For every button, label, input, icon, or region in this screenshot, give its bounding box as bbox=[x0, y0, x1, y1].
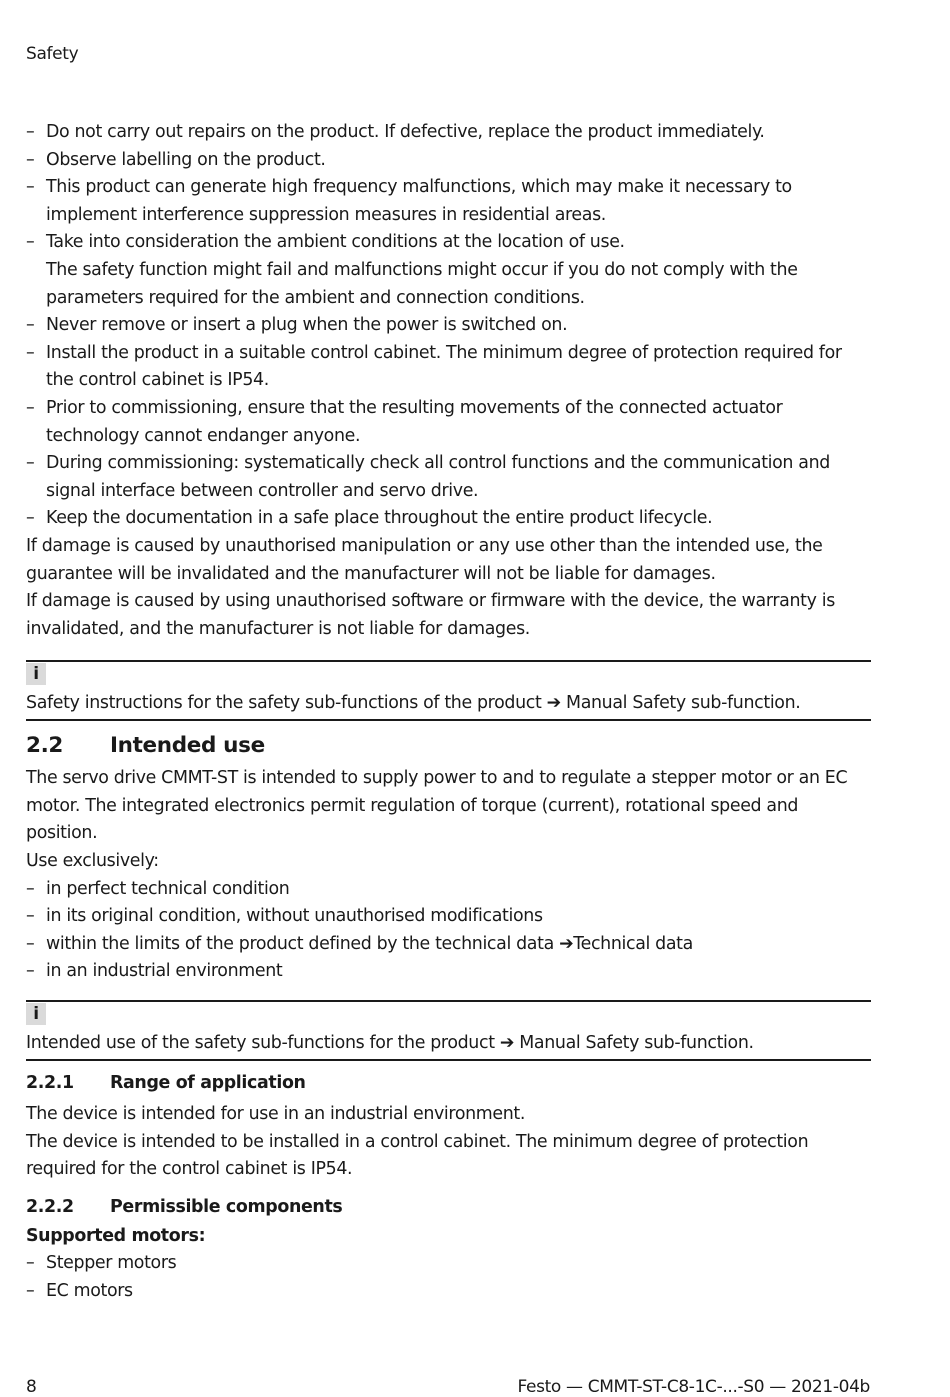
info-text: Intended use of the safety sub-functions for the product ➔ Manual Safety sub-function. bbox=[26, 1033, 754, 1054]
list-item: – in its original condition, without unauthorised modifications bbox=[26, 903, 871, 931]
safety-instructions-list bbox=[26, 119, 871, 533]
running-header: Safety bbox=[26, 44, 79, 64]
arrow-right-icon: ➔ bbox=[546, 693, 561, 714]
manual-reference-link[interactable]: Manual Safety sub-function. bbox=[566, 693, 801, 714]
supported-motors-label: Supported motors: bbox=[26, 1225, 206, 1246]
guarantee-paragraph: If damage is caused by unauthorised manipulation or any use other than the intended use, the guarantee will be invalidated and the manufacturer will not be liable for damages. bbox=[26, 535, 823, 584]
info-box-safety-instructions bbox=[26, 660, 871, 721]
page-number: 8 bbox=[26, 1377, 37, 1397]
list-item-note: The safety function might fail and malfunctions might occur if you do not comply with the parameters required for the ambient and connection conditions. bbox=[46, 259, 798, 308]
list-item: – in an industrial environment bbox=[26, 958, 871, 986]
arrow-right-icon: ➔ bbox=[499, 1033, 515, 1054]
manual-reference-link[interactable]: Manual Safety sub-function. bbox=[519, 1033, 754, 1054]
list-item: – During commissioning: systematically check all control functions and the communication and signal interface between controller and servo drive. bbox=[26, 450, 871, 505]
list-item: – This product can generate high frequency malfunctions, which may make it necessary to implement interference suppression measures in residential areas. bbox=[26, 174, 871, 229]
list-item: – Do not carry out repairs on the product. If defective, replace the product immediately. bbox=[26, 119, 871, 147]
supported-motors-list bbox=[26, 1250, 871, 1305]
range-paragraph-1: The device is intended for use in an industrial environment. bbox=[26, 1104, 526, 1125]
list-item: – EC motors bbox=[26, 1278, 871, 1306]
info-text: Safety instructions for the safety sub-functions of the product ➔ Manual Safety sub-function. bbox=[26, 693, 801, 714]
technical-data-link[interactable]: Technical data bbox=[573, 933, 693, 954]
info-icon: i bbox=[26, 663, 46, 685]
warranty-paragraph: If damage is caused by using unauthorised software or firmware with the device, the warranty is invalidated, and the manufacturer is not liable for damages. bbox=[26, 591, 835, 639]
list-item: – Never remove or insert a plug when the power is switched on. bbox=[26, 312, 871, 340]
intended-use-list bbox=[26, 876, 871, 986]
section-heading-2-2: 2.2 Intended use bbox=[26, 733, 265, 759]
info-box-intended-use bbox=[26, 1000, 871, 1061]
use-exclusively-label: Use exclusively: bbox=[26, 851, 159, 872]
list-item: – Prior to commissioning, ensure that the resulting movements of the connected actuator technology cannot endanger anyone. bbox=[26, 395, 871, 450]
document-identifier: Festo — CMMT-ST-C8-1C-...-S0 — 2021-04b bbox=[517, 1377, 870, 1397]
arrow-right-icon: ➔ bbox=[559, 933, 574, 954]
list-item: – Take into consideration the ambient conditions at the location of use. The safety function might fail and malfunctions might occur if you do not comply with the parameters required for the ambient and connection conditions. bbox=[26, 229, 871, 312]
info-icon: i bbox=[26, 1003, 46, 1025]
page-content bbox=[26, 119, 871, 1306]
range-paragraph-2: The device is intended to be installed in a control cabinet. The minimum degree of protection required for the control cabinet is IP54. bbox=[26, 1131, 809, 1180]
list-item: – Install the product in a suitable control cabinet. The minimum degree of protection required for the control cabinet is IP54. bbox=[26, 340, 871, 395]
intended-use-intro: The servo drive CMMT-ST is intended to supply power to and to regulate a stepper motor or an EC motor. The integrated electronics permit regulation of torque (current), rotational speed and position. bbox=[26, 768, 848, 844]
list-item: – Stepper motors bbox=[26, 1250, 871, 1278]
section-heading-2-2-1: 2.2.1 Range of application bbox=[26, 1073, 306, 1094]
section-heading-2-2-2: 2.2.2 Permissible components bbox=[26, 1196, 343, 1217]
list-item: – Keep the documentation in a safe place throughout the entire product lifecycle. bbox=[26, 505, 871, 533]
list-item: – Observe labelling on the product. bbox=[26, 147, 871, 175]
list-item: – within the limits of the product defined by the technical data ➔Technical data bbox=[26, 931, 871, 959]
list-item: – in perfect technical condition bbox=[26, 876, 871, 904]
